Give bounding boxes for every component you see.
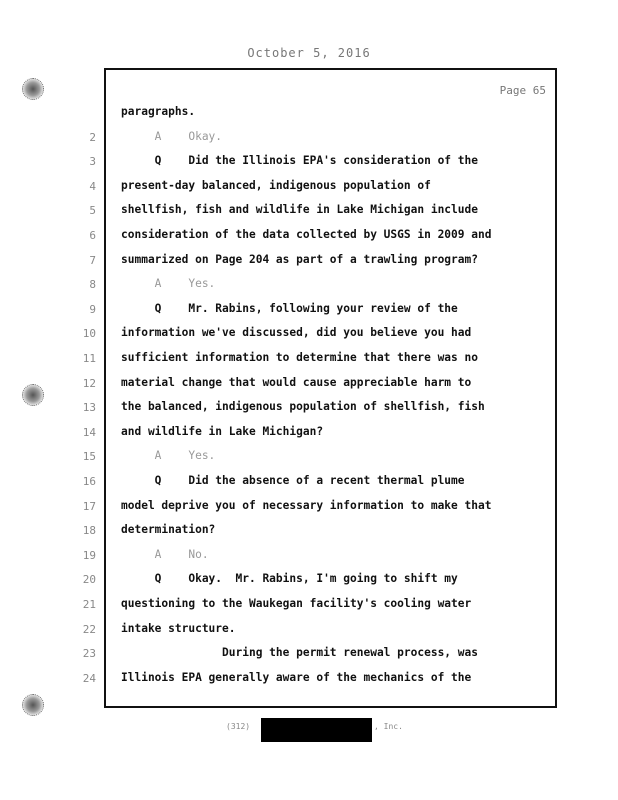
transcript-line: model deprive you of necessary information to make that [121, 498, 492, 512]
line-number: 19 [82, 548, 96, 562]
transcript-line: present-day balanced, indigenous population of [121, 178, 431, 192]
line-number: 15 [82, 450, 96, 464]
transcript-line: summarized on Page 204 as part of a trawling program? [121, 252, 478, 266]
line-number: 3 [89, 155, 96, 169]
transcript-line: Q Mr. Rabins, following your review of the [121, 301, 458, 315]
transcript-line: A Yes. [121, 277, 216, 291]
line-number: 23 [82, 647, 96, 661]
transcript-line: material change that would cause appreciable harm to [121, 375, 472, 389]
line-number: 14 [82, 425, 96, 439]
line-number: 12 [82, 376, 96, 390]
line-number: 22 [82, 622, 96, 636]
transcript-line: A No. [121, 547, 209, 561]
line-number: 4 [89, 179, 96, 193]
footer [0, 718, 618, 742]
line-number: 7 [89, 253, 96, 267]
line-number: 9 [89, 302, 96, 316]
punch-hole-icon [22, 384, 44, 406]
line-number: 5 [89, 204, 96, 218]
transcript-line: determination? [121, 523, 216, 537]
line-number: 8 [89, 278, 96, 292]
transcript-line: Q Okay. Mr. Rabins, I'm going to shift my [121, 572, 458, 586]
line-number: 13 [82, 401, 96, 415]
transcript-line: sufficient information to determine that there was no [121, 351, 478, 364]
footer-left-text: (312) [226, 722, 251, 731]
transcript-line: intake structure. [121, 621, 236, 635]
header-date: October 5, 2016 [247, 46, 371, 60]
punch-hole-icon [22, 78, 44, 100]
page-number: Page 65 [499, 84, 546, 97]
transcript-line: information we've discussed, did you believe you had [121, 326, 472, 340]
transcript-line: Illinois EPA generally aware of the mechanics of the [121, 670, 472, 684]
transcript-line: questioning to the Waukegan facility's cooling water [121, 597, 472, 610]
line-number: 20 [82, 573, 96, 587]
transcript-line: A Okay. [121, 129, 223, 143]
punch-hole-icon [22, 694, 44, 716]
line-number: 11 [82, 352, 96, 365]
transcript-line: Q Did the Illinois EPA's consideration of the [121, 154, 478, 168]
line-number: 17 [82, 499, 96, 513]
redaction-block [261, 718, 372, 742]
transcript-line: paragraphs. [121, 105, 196, 118]
transcript-line: consideration of the data collected by USGS in 2009 and [121, 228, 492, 241]
line-number: 2 [89, 130, 96, 144]
transcript-line: and wildlife in Lake Michigan? [121, 424, 324, 438]
line-number: 18 [82, 524, 96, 538]
transcript-line: A Yes. [121, 449, 216, 463]
transcript-line: the balanced, indigenous population of shellfish, fish [121, 400, 485, 414]
transcript-line: shellfish, fish and wildlife in Lake Michigan include [121, 203, 478, 217]
line-number: 21 [82, 598, 96, 611]
transcript-line: Q Did the absence of a recent thermal plume [121, 474, 465, 487]
line-number: 16 [82, 475, 96, 488]
footer-right-text: , Inc. [374, 722, 403, 731]
transcript-line: During the permit renewal process, was [121, 646, 478, 660]
line-number: 6 [89, 229, 96, 242]
line-number: 10 [82, 327, 96, 341]
line-number: 24 [82, 671, 96, 685]
